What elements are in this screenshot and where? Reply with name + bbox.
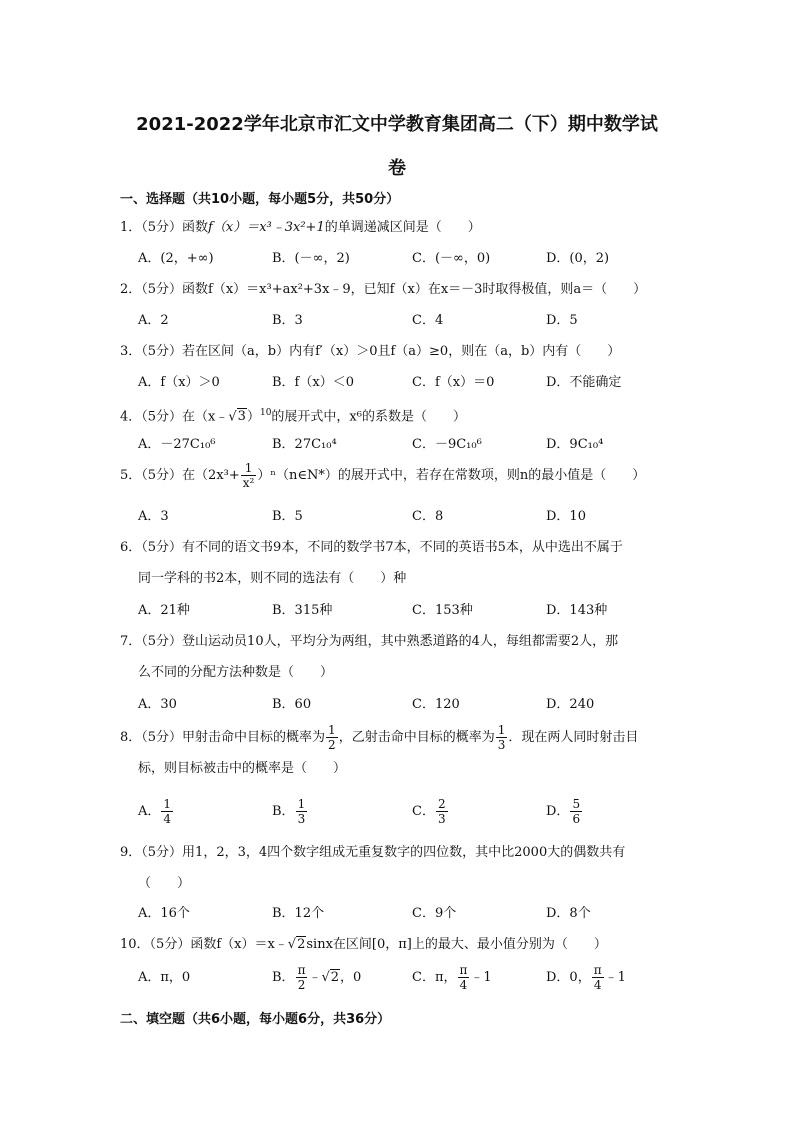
q8-d-fraction xyxy=(570,797,582,826)
question-1 xyxy=(120,212,680,243)
q8-post: ．现在两人同时射击目 xyxy=(508,730,639,745)
q10-b-den: 2 xyxy=(297,978,306,992)
q8-a-den: 4 xyxy=(163,812,172,826)
q8-option-a xyxy=(138,796,174,827)
question-6 xyxy=(120,532,680,594)
q9-options xyxy=(138,898,678,929)
q10-d-label: D．0， xyxy=(546,970,591,985)
q2-option-a: A．2 xyxy=(138,313,169,328)
q10-d-tail: ﹣1 xyxy=(604,970,626,985)
q4-option-c: C．－9C₁₀⁶ xyxy=(412,437,482,452)
q8-f2-den: 3 xyxy=(497,738,506,752)
q3-options xyxy=(138,367,678,398)
q9-option-d: D．8个 xyxy=(546,906,591,921)
q4-radicand: 3 xyxy=(237,409,246,425)
q1-post: 的单调递减区间是（ ） xyxy=(324,220,481,235)
q9-line-2: （ ） xyxy=(138,876,191,891)
q4-exponent: 10 xyxy=(259,408,272,418)
q8-b-num: 1 xyxy=(297,797,306,811)
q8-f2-num: 1 xyxy=(497,723,506,737)
q10-d-num: π xyxy=(593,963,602,977)
q8-option-b xyxy=(272,796,308,827)
q5-option-b: B．5 xyxy=(272,509,303,524)
q10-c-label: C．π， xyxy=(412,970,457,985)
q5-option-c: C．8 xyxy=(412,509,444,524)
q8-fraction-2 xyxy=(496,723,508,752)
q1-options xyxy=(138,243,678,274)
q5-options xyxy=(138,501,678,532)
question-9 xyxy=(120,837,680,899)
q6-option-d: D．143种 xyxy=(546,603,608,618)
q10-post: sinx在区间[0，π]上的最大、最小值分别为（ ） xyxy=(306,937,607,952)
q4-option-b: B．27C₁₀⁴ xyxy=(272,437,337,452)
q10-option-c xyxy=(412,962,492,993)
q10-c-num: π xyxy=(459,963,468,977)
q2-option-b: B．3 xyxy=(272,313,303,328)
q7-options xyxy=(138,689,678,720)
q8-option-d xyxy=(546,796,583,827)
q8-line-1 xyxy=(120,722,680,753)
q9-line-1: 9．（5分）用1，2，3，4四个数字组成无重复数字的四位数，其中比2000大的偶数共有 xyxy=(120,845,626,860)
q1-pre: 1．（5分）函数 xyxy=(120,220,209,235)
q1-option-b: B．(－∞，2) xyxy=(272,251,350,266)
q4-post: 的展开式中，x⁶的系数是（ ） xyxy=(271,409,466,425)
q8-b-den: 3 xyxy=(297,812,306,826)
q10-d-fraction xyxy=(592,963,604,992)
q8-f1-den: 2 xyxy=(328,738,336,752)
q10-c-fraction xyxy=(458,963,470,992)
q10-b-label: B． xyxy=(272,970,295,985)
q8-d-num: 5 xyxy=(572,797,581,811)
q6-option-c: C．153种 xyxy=(412,603,473,618)
q8-d-den: 6 xyxy=(572,812,581,826)
q9-option-c: C．9个 xyxy=(412,906,457,921)
q8-c-num: 2 xyxy=(437,797,446,811)
question-7 xyxy=(120,626,680,688)
q5-pre: 5．（5分）在（2x³+ xyxy=(120,468,240,483)
q6-line-1: 6．（5分）有不同的语文书9本，不同的数学书7本，不同的英语书5本，从中选出不属于 xyxy=(120,540,623,555)
section-heading-fill: 二、填空题（共6小题，每小题6分，共36分） xyxy=(120,1012,391,1027)
q9-option-a: A．16个 xyxy=(138,906,190,921)
q10-option-a: A．π，0 xyxy=(138,970,191,985)
q4-mid: ） xyxy=(246,409,260,425)
q8-a-fraction xyxy=(161,797,173,826)
q8-fraction-1 xyxy=(326,723,338,752)
q9-option-b: B．12个 xyxy=(272,906,325,921)
q10-c-tail: ﹣1 xyxy=(470,970,492,985)
q3-option-a: A．f（x）＞0 xyxy=(138,375,220,390)
question-8 xyxy=(120,722,680,784)
q7-option-d: D．240 xyxy=(546,697,595,712)
q10-d-den: 4 xyxy=(593,978,602,992)
q10-c-den: 4 xyxy=(459,978,468,992)
q2-option-d: D．5 xyxy=(546,313,578,328)
q7-option-b: B．60 xyxy=(272,697,312,712)
q8-mid: ，乙射击命中目标的概率为 xyxy=(338,730,495,745)
q10-pre: 10．（5分）函数f（x）＝x﹣ xyxy=(120,937,288,952)
question-2: 2．（5分）函数f（x）＝x³+ax²+3x﹣9，已知f（x）在x＝－3时取得极值，则a＝（ ） xyxy=(120,282,647,297)
title-line-1: 2021-2022学年北京市汇文中学教育集团高二（下）期中数学试 xyxy=(136,114,658,135)
q7-option-c: C．120 xyxy=(412,697,460,712)
q8-c-label: C． xyxy=(412,804,435,819)
q5-frac-den: x² xyxy=(242,476,255,490)
q8-b-label: B． xyxy=(272,804,295,819)
q10-b-num: π xyxy=(297,963,306,977)
q8-b-fraction xyxy=(296,797,308,826)
q1-option-d: D．(0，2) xyxy=(546,251,610,266)
q2-options xyxy=(138,305,678,336)
section-heading-choice: 一、选择题（共10小题，每小题5分，共50分） xyxy=(120,192,400,207)
q8-line-2: 标，则目标被击中的概率是（ ） xyxy=(138,761,347,776)
q8-pre: 8．（5分）甲射击命中目标的概率为 xyxy=(120,730,326,745)
q4-pre: 4．（5分）在（x﹣ xyxy=(120,409,229,425)
question-4: 4．（5分）在（x﹣√3）$^{10}$的展开式中，x⁶的系数是（ ） xyxy=(120,408,466,425)
q10-b-fraction xyxy=(296,963,308,992)
question-10: 10．（5分）函数f（x）＝x﹣√2sinx在区间[0，π]上的最大、最小值分别为（ ） xyxy=(120,937,607,952)
q10-radicand: 2 xyxy=(297,937,306,952)
q8-a-label: A． xyxy=(138,804,161,819)
q4-options xyxy=(138,429,678,460)
q6-line-2: 同一学科的书2本，则不同的选法有（ ）种 xyxy=(138,571,407,586)
q3-option-d: D．不能确定 xyxy=(546,375,622,390)
q8-f1-num: 1 xyxy=(328,723,336,737)
q5-fraction xyxy=(241,461,257,490)
q5-option-a: A．3 xyxy=(138,509,169,524)
q6-option-b: B．315种 xyxy=(272,603,333,618)
q10-b-minus: ﹣ xyxy=(308,970,322,985)
q6-options xyxy=(138,595,678,626)
q1-option-c: C．(－∞，0) xyxy=(412,251,491,266)
q7-option-a: A．30 xyxy=(138,697,177,712)
q7-line-2: 么不同的分配方法种数是（ ） xyxy=(138,665,334,680)
page-title xyxy=(110,103,684,191)
q2-option-c: C．4 xyxy=(412,313,444,328)
q8-options xyxy=(138,796,678,836)
q8-d-label: D． xyxy=(546,804,570,819)
q3-option-c: C．f（x）＝0 xyxy=(412,375,495,390)
q5-post: ）ⁿ（n∈N*）的展开式中，若存在常数项，则n的最小值是（ ） xyxy=(257,468,646,483)
q7-line-1: 7．（5分）登山运动员10人，平均分为两组，其中熟悉道路的4人，每组都需要2人，那 xyxy=(120,634,619,649)
q1-expr: f（x）＝x³﹣3x²+1 xyxy=(208,220,325,235)
q4-option-d: D．9C₁₀⁴ xyxy=(546,437,604,452)
q10-option-b: B． $\frac{\pi}{2}$ ﹣√2，0 xyxy=(272,963,362,992)
q4-option-a: A．－27C₁₀⁶ xyxy=(138,437,216,452)
q10-b-tail: ，0 xyxy=(340,970,362,985)
q8-c-den: 3 xyxy=(437,812,446,826)
q8-option-c xyxy=(412,796,449,827)
q10-option-d xyxy=(546,962,626,993)
q10-b-radicand: 2 xyxy=(330,970,340,985)
q8-a-num: 1 xyxy=(163,797,172,811)
q8-c-fraction xyxy=(436,797,448,826)
question-5 xyxy=(120,460,680,491)
q3-option-b: B．f（x）＜0 xyxy=(272,375,354,390)
q1-option-a: A．(2，+∞) xyxy=(138,251,214,266)
q6-option-a: A．21种 xyxy=(138,603,190,618)
question-3: 3．（5分）若在区间（a，b）内有f′（x）＞0且f（a）≥0，则在（a，b）内有（ ） xyxy=(120,344,621,359)
title-line-2: 卷 xyxy=(388,158,406,179)
q5-option-d: D．10 xyxy=(546,509,586,524)
q10-options xyxy=(138,962,678,1002)
q5-frac-num: 1 xyxy=(241,461,257,476)
